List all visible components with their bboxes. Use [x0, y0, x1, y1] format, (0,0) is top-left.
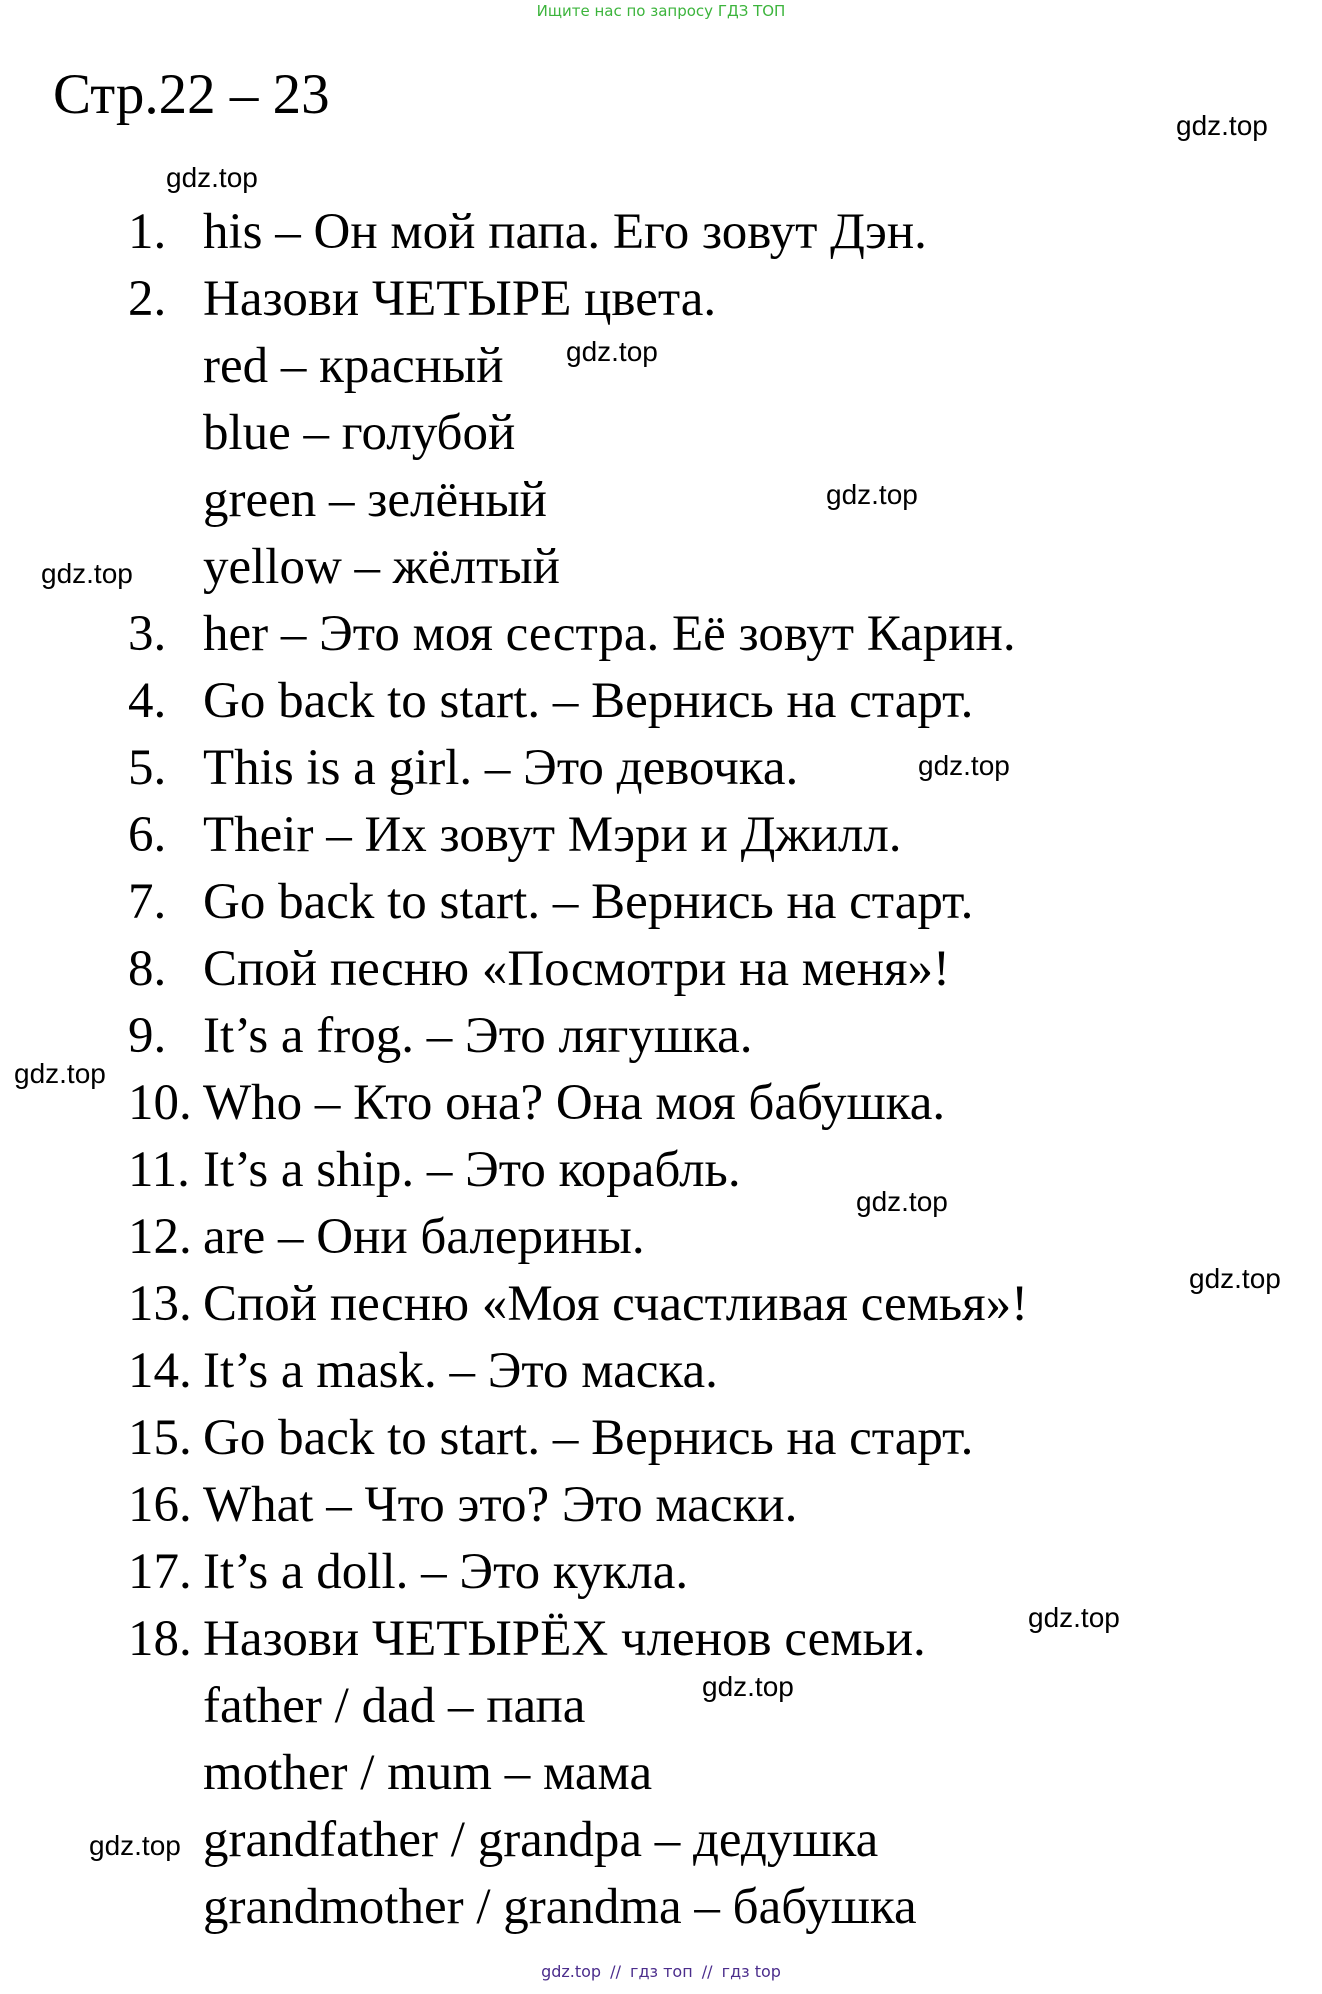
list-item [0, 1003, 1322, 1069]
item-text: It’s a ship. – Это корабль. [203, 1142, 741, 1198]
item-text: Who – Кто она? Она моя бабушка. [203, 1075, 946, 1131]
item-number: 16. [128, 1477, 192, 1533]
list-item [0, 1602, 1322, 1672]
list-item [0, 936, 1322, 1002]
item-number: 13. [128, 1276, 192, 1332]
item-text: Назови ЧЕТЫРЕ цвета. [203, 271, 717, 327]
list-item [0, 1137, 1322, 1203]
footer-link-gdz-top-mixed[interactable]: гдз top [721, 1962, 781, 1981]
item-text: It’s a doll. – Это кукла. [203, 1544, 689, 1600]
footer-separator: // [610, 1962, 621, 1981]
list-item [0, 400, 1322, 466]
footer-link-gdz-top-ru[interactable]: гдз топ [630, 1962, 693, 1981]
list-item [0, 1874, 1322, 1940]
watermark: gdz.top [856, 1186, 948, 1217]
item-number: 14. [128, 1343, 192, 1399]
item-number: 4. [128, 673, 167, 729]
item-text: It’s a frog. – Это лягушка. [203, 1008, 753, 1064]
item-number: 2. [128, 271, 167, 327]
item-number: 15. [128, 1410, 192, 1466]
list-item [0, 199, 1322, 265]
item-text: are – Они балерины. [203, 1209, 645, 1265]
watermark: gdz.top [826, 479, 918, 510]
watermark: gdz.top [1176, 110, 1268, 141]
item-text: father / dad – папа [203, 1678, 586, 1734]
item-text: his – Он мой папа. Его зовут Дэн. [203, 204, 927, 260]
item-text: Спой песню «Посмотри на меня»! [203, 941, 950, 997]
list-item [0, 1472, 1322, 1538]
item-text: Спой песню «Моя счастливая семья»! [203, 1276, 1029, 1332]
item-text: grandmother / grandma – бабушка [203, 1879, 917, 1935]
item-number: 9. [128, 1008, 167, 1064]
item-number: 7. [128, 874, 167, 930]
list-item [0, 1405, 1322, 1471]
item-text: yellow – жёлтый [203, 539, 560, 595]
item-number: 8. [128, 941, 167, 997]
item-number: 11. [128, 1142, 190, 1198]
list-item [0, 534, 1322, 600]
list-item [0, 735, 1322, 801]
item-number: 6. [128, 807, 167, 863]
list-item [0, 1271, 1322, 1337]
watermark: gdz.top [166, 162, 258, 193]
list-item [0, 1070, 1322, 1136]
watermark: gdz.top [566, 336, 658, 367]
item-text: This is a girl. – Это девочка. [203, 740, 799, 796]
item-text: green – зелёный [203, 472, 547, 528]
item-text: red – красный [203, 338, 504, 394]
watermark: gdz.top [1189, 1263, 1281, 1294]
list-item [0, 1338, 1322, 1404]
item-number: 5. [128, 740, 167, 796]
item-text: Go back to start. – Вернись на старт. [203, 1410, 974, 1466]
list-item [0, 869, 1322, 935]
watermark: gdz.top [14, 1058, 106, 1089]
item-text: It’s a mask. – Это маска. [203, 1343, 718, 1399]
watermark: gdz.top [918, 750, 1010, 781]
watermark: gdz.top [1028, 1602, 1120, 1633]
list-item [0, 467, 1322, 533]
item-text: Their – Их зовут Мэри и Джилл. [203, 807, 902, 863]
list-item [0, 1204, 1322, 1270]
watermark: gdz.top [702, 1671, 794, 1702]
list-item [0, 1807, 1322, 1873]
page-title: Стр.22 – 23 [53, 63, 330, 126]
watermark: gdz.top [89, 1830, 181, 1861]
item-text: grandfather / grandpa – дедушка [203, 1812, 879, 1868]
list-item [0, 1740, 1322, 1806]
list-item [0, 802, 1322, 868]
item-number: 17. [128, 1544, 192, 1600]
list-item [0, 668, 1322, 734]
watermark: gdz.top [41, 558, 133, 589]
item-number: 3. [128, 606, 167, 662]
item-text: Go back to start. – Вернись на старт. [203, 673, 974, 729]
item-text: Go back to start. – Вернись на старт. [203, 874, 974, 930]
footer-link-gdz-top[interactable]: gdz.top [541, 1962, 602, 1981]
item-text: Назови ЧЕТЫРЁХ членов семьи. [203, 1611, 926, 1667]
item-text: her – Это моя сестра. Её зовут Карин. [203, 606, 1016, 662]
item-number: 12. [128, 1209, 192, 1265]
item-text: What – Что это? Это маски. [203, 1477, 798, 1533]
item-text: mother / mum – мама [203, 1745, 653, 1801]
footer-separator: // [701, 1962, 713, 1981]
item-number: 18. [128, 1611, 192, 1667]
list-item [0, 1539, 1322, 1605]
list-item [0, 1673, 1322, 1739]
item-number: 1. [128, 204, 167, 260]
list-item [0, 266, 1322, 332]
item-text: blue – голубой [203, 405, 516, 461]
top-banner[interactable]: Ищите нас по запросу ГДЗ ТОП [536, 2, 786, 20]
list-item [0, 601, 1322, 667]
list-item [0, 333, 1322, 399]
footer-links [0, 1962, 1322, 1981]
item-number: 10. [128, 1075, 192, 1131]
